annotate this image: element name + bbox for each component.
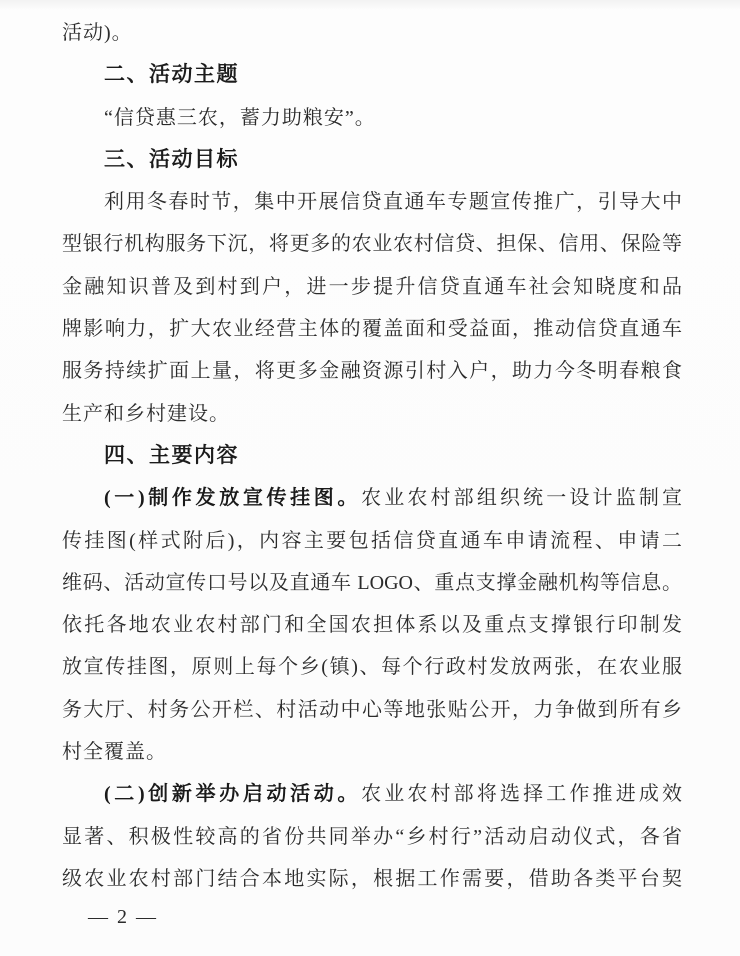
text-line: 服务持续扩面上量，将更多金融资源引村入户，助力今冬明春粮食 xyxy=(62,360,682,383)
text-line: 生产和乡村建设。 xyxy=(62,402,230,425)
page-number: — 2 — xyxy=(88,906,158,928)
text-line: 金融知识普及到村到户，进一步提升信贷直通车社会知晓度和品 xyxy=(62,275,682,298)
text-block xyxy=(62,12,682,900)
text-line: 维码、活动宣传口号以及直通车 LOGO、重点支撑金融机构等信息。 xyxy=(62,571,682,594)
paragraph-lead: (一)制作发放宣传挂图。 xyxy=(104,487,362,510)
text-line: “信贷惠三农，蓄力助粮安”。 xyxy=(104,106,376,129)
section-heading: 四、主要内容 xyxy=(104,443,239,467)
text-line: 传挂图(样式附后)，内容主要包括信贷直通车申请流程、申请二 xyxy=(62,529,682,552)
text-line: 型银行机构服务下沉，将更多的农业农村信贷、担保、信用、保险等 xyxy=(62,233,682,256)
text-line: 级农业农村部门结合本地实际，根据工作需要，借助各类平台契 xyxy=(62,867,682,890)
text-line: (一)制作发放宣传挂图。农业农村部组织统一设计监制宣 xyxy=(104,487,682,510)
section-heading: 三、活动目标 xyxy=(104,147,239,171)
paragraph-lead: (二)创新举办启动活动。 xyxy=(104,783,362,806)
text-line: 利用冬春时节，集中开展信贷直通车专题宣传推广，引导大中 xyxy=(104,191,682,214)
text-line: 务大厅、村务公开栏、村活动中心等地张贴公开，力争做到所有乡 xyxy=(62,698,682,721)
text-line: 放宣传挂图，原则上每个乡(镇)、每个行政村发放两张，在农业服 xyxy=(62,656,682,679)
section-heading: 二、活动主题 xyxy=(104,63,239,87)
text-line: 牌影响力，扩大农业经营主体的覆盖面和受益面，推动信贷直通车 xyxy=(62,318,682,341)
text-line: 活动)。 xyxy=(62,22,133,44)
text-line: (二)创新举办启动活动。农业农村部将选择工作推进成效 xyxy=(104,783,682,806)
text-line: 村全覆盖。 xyxy=(62,741,167,764)
text-line: 显著、积极性较高的省份共同举办“乡村行”活动启动仪式，各省 xyxy=(62,825,682,848)
text-line: 依托各地农业农村部门和全国农担体系以及重点支撑银行印制发 xyxy=(62,614,682,637)
